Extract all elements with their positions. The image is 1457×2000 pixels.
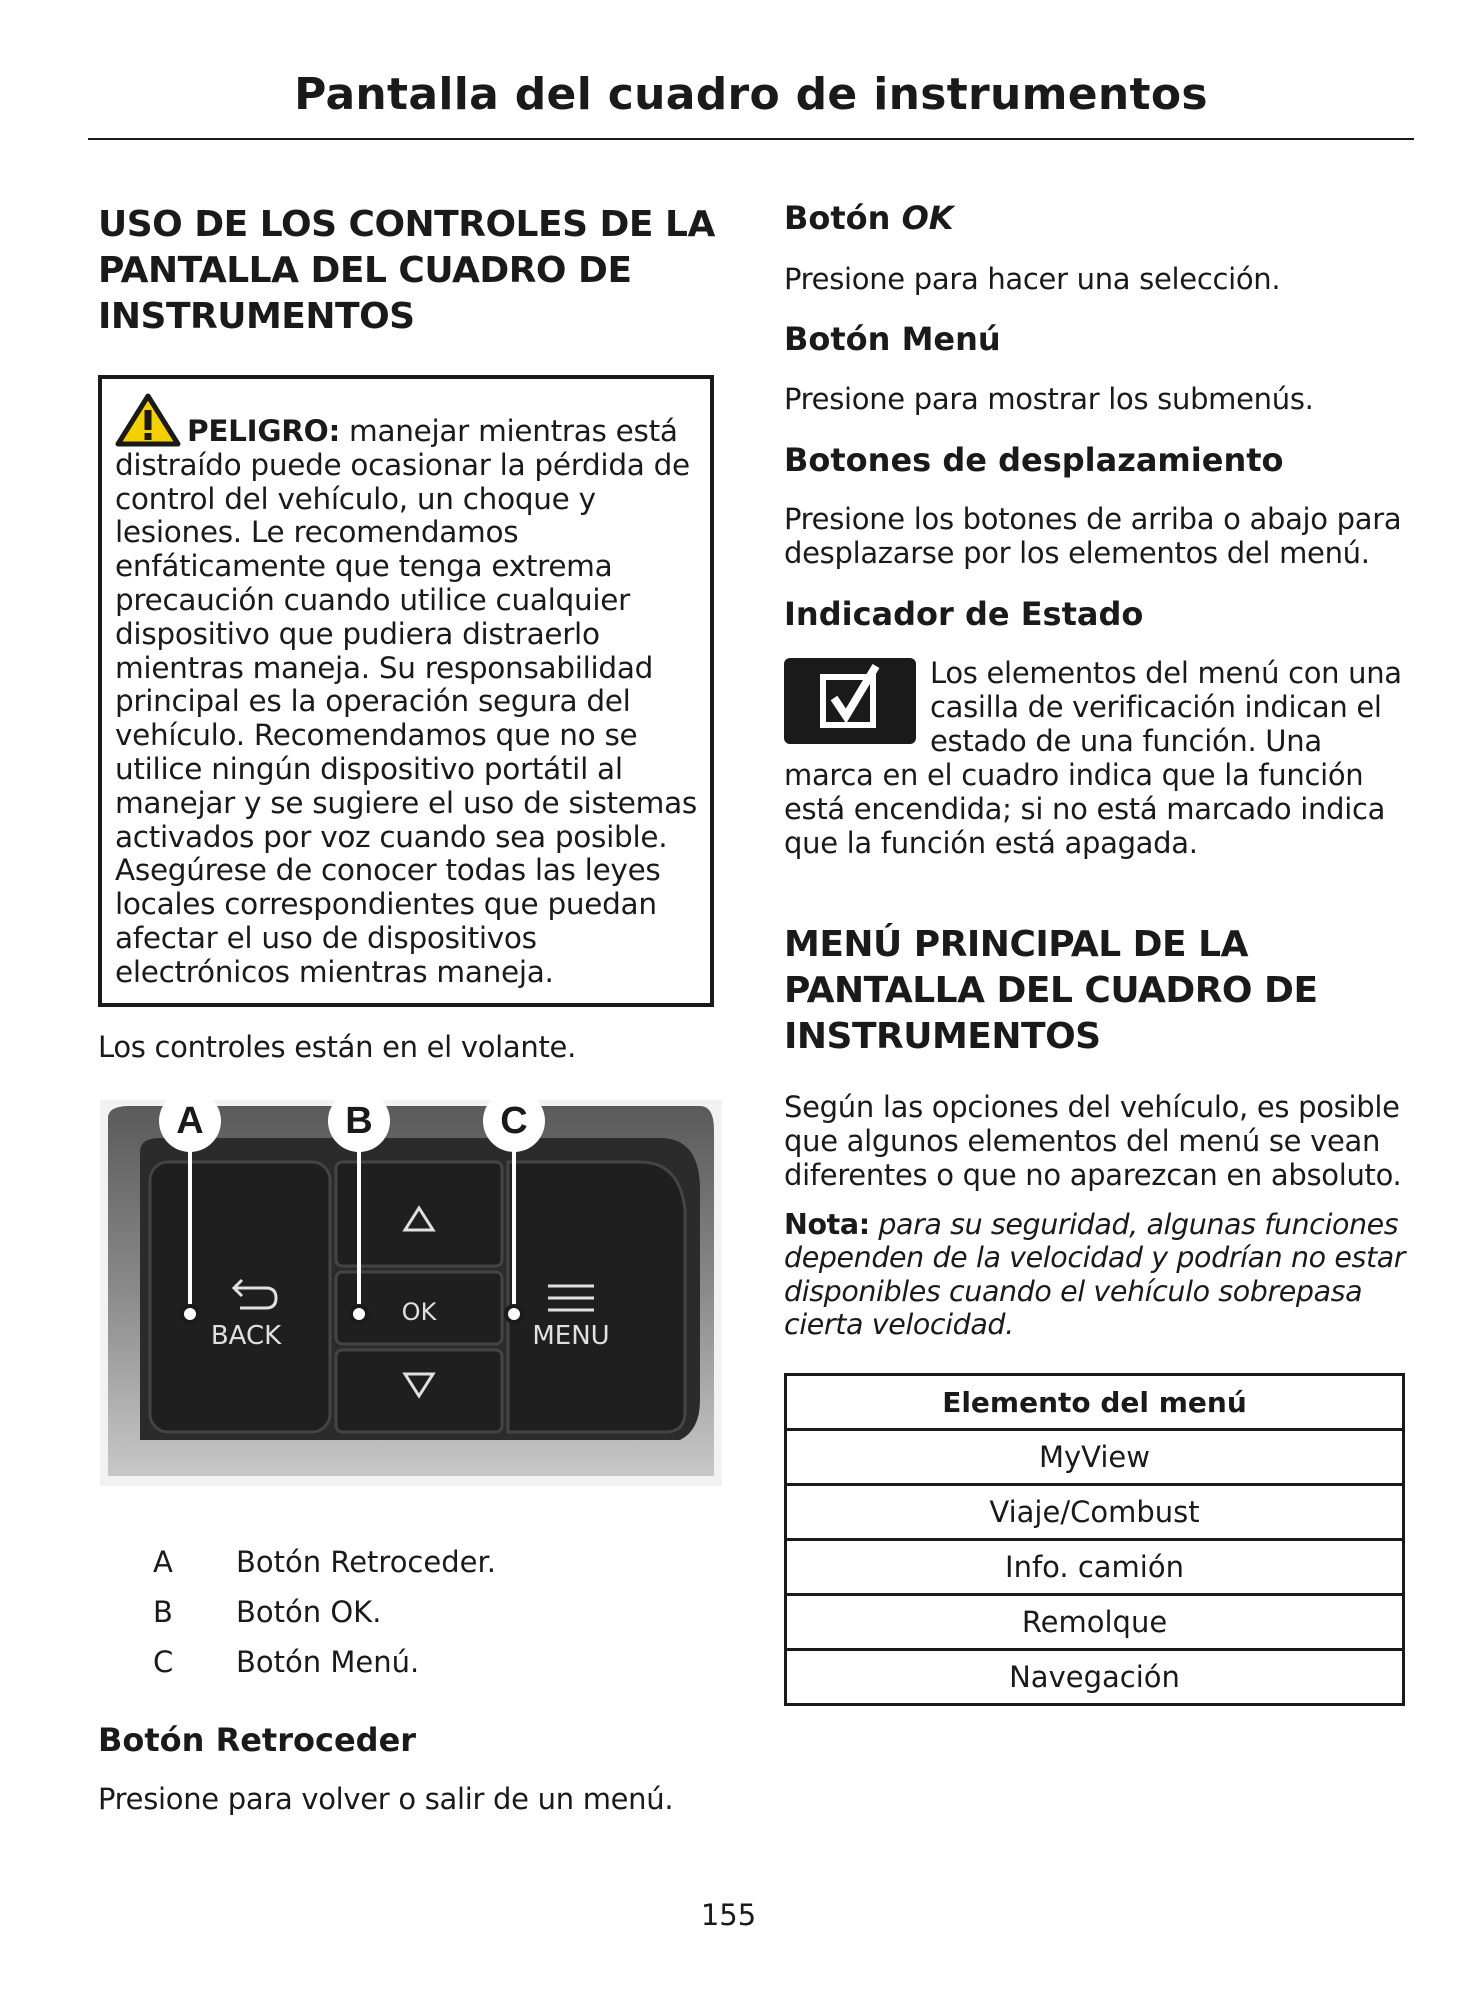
ok-heading-italic: OK bbox=[901, 199, 954, 237]
legend-letter: C bbox=[153, 1645, 174, 1679]
back-button-text: Presione para volver o salir de un menú. bbox=[98, 1782, 674, 1816]
main-menu-title: MENÚ PRINCIPAL DE LA PANTALLA DEL CUADRO DE INSTRUMENTOS bbox=[784, 924, 1318, 1057]
legend-item-a bbox=[153, 1545, 496, 1579]
menu-button-heading: Botón Menú bbox=[784, 320, 1001, 358]
back-button-label: BACK bbox=[210, 1321, 282, 1351]
table-header-row bbox=[786, 1375, 1404, 1430]
status-indicator-heading: Indicador de Estado bbox=[784, 595, 1144, 633]
table-row bbox=[786, 1650, 1404, 1705]
ok-button-heading bbox=[784, 198, 954, 238]
legend-item-c bbox=[153, 1645, 419, 1679]
table-row bbox=[786, 1595, 1404, 1650]
section-title-controls: USO DE LOS CONTROLES DE LA PANTALLA DEL CUADRO DE INSTRUMENTOS bbox=[98, 204, 715, 337]
table-header-cell: Elemento del menú bbox=[786, 1375, 1404, 1430]
callout-a: A bbox=[159, 1090, 221, 1152]
status-line-1: Los elementos del menú con una bbox=[930, 656, 1402, 690]
menu-items-table bbox=[784, 1373, 1405, 1706]
legend-text: Botón Retroceder. bbox=[236, 1545, 496, 1579]
note-label: Nota: bbox=[784, 1208, 870, 1241]
page-header bbox=[88, 58, 1414, 140]
page-title: Pantalla del cuadro de instrumentos bbox=[294, 69, 1208, 120]
table-row bbox=[786, 1485, 1404, 1540]
table-cell: MyView bbox=[786, 1430, 1404, 1485]
warning-text: manejar mientras está distraído puede ocasionar la pérdida de control del vehículo, un choque y lesiones. Le recomendamos enfáticamente que tenga extrema precaución cuando utilice cualquier dispositivo que pudiera distraerlo mientras maneja. Su responsabilidad principal es la operación segura del vehículo. Recomendamos que no se utilice ningún dispositivo portátil al manejar y se sugiere el uso de sistemas activados por voz cuando sea posible. Asegúrese de conocer todas las leyes locales correspondientes que puedan afectar el uso de dispositivos electrónicos mientras maneja. bbox=[115, 414, 697, 989]
ok-button-text: Presione para hacer una selección. bbox=[784, 262, 1281, 296]
table-cell: Navegación bbox=[786, 1650, 1404, 1705]
legend-letter: A bbox=[153, 1545, 173, 1579]
status-line-3: estado de una función. Una bbox=[930, 724, 1322, 758]
warning-label: PELIGRO: bbox=[187, 414, 340, 448]
options-text: Según las opciones del vehículo, es posible que algunos elementos del menú se vean diferentes o que no aparezcan en absoluto. bbox=[784, 1090, 1402, 1192]
table-row bbox=[786, 1430, 1404, 1485]
callout-c: C bbox=[483, 1090, 545, 1152]
checkbox-checked-icon bbox=[784, 658, 916, 744]
steering-wheel-controls-figure bbox=[100, 1100, 722, 1486]
page-number: 155 bbox=[700, 1898, 757, 1932]
table-cell: Remolque bbox=[786, 1595, 1404, 1650]
ok-button-label: OK bbox=[401, 1298, 437, 1326]
legend-text: Botón Menú. bbox=[236, 1645, 420, 1679]
warning-triangle-icon bbox=[115, 393, 181, 447]
scroll-buttons-text: Presione los botones de arriba o abajo para desplazarse por los elementos del menú. bbox=[784, 502, 1402, 570]
callout-b: B bbox=[328, 1090, 390, 1152]
controls-location-text: Los controles están en el volante. bbox=[98, 1030, 577, 1064]
warning-box bbox=[98, 375, 714, 1007]
legend-item-b bbox=[153, 1595, 381, 1629]
menu-button-label: MENU bbox=[532, 1321, 610, 1351]
warning-paragraph bbox=[115, 393, 698, 990]
status-line-2: casilla de verificación indican el bbox=[930, 690, 1382, 724]
table-cell: Viaje/Combust bbox=[786, 1485, 1404, 1540]
legend-text: Botón OK. bbox=[236, 1595, 382, 1629]
ok-heading-prefix: Botón bbox=[784, 199, 902, 237]
table-cell: Info. camión bbox=[786, 1540, 1404, 1595]
back-button-heading: Botón Retroceder bbox=[98, 1721, 417, 1759]
table-row bbox=[786, 1540, 1404, 1595]
legend-letter: B bbox=[153, 1595, 173, 1629]
status-indicator-text: marca en el cuadro indica que la función está encendida; si no está marcado indica que la función está apagada. bbox=[784, 758, 1386, 860]
safety-note bbox=[784, 1208, 1414, 1342]
note-text: para su seguridad, algunas funciones dependen de la velocidad y podrían no estar disponibles cuando el vehículo sobrepasa cierta velocidad. bbox=[784, 1208, 1406, 1342]
menu-button-text: Presione para mostrar los submenús. bbox=[784, 382, 1314, 416]
scroll-buttons-heading: Botones de desplazamiento bbox=[784, 441, 1284, 479]
